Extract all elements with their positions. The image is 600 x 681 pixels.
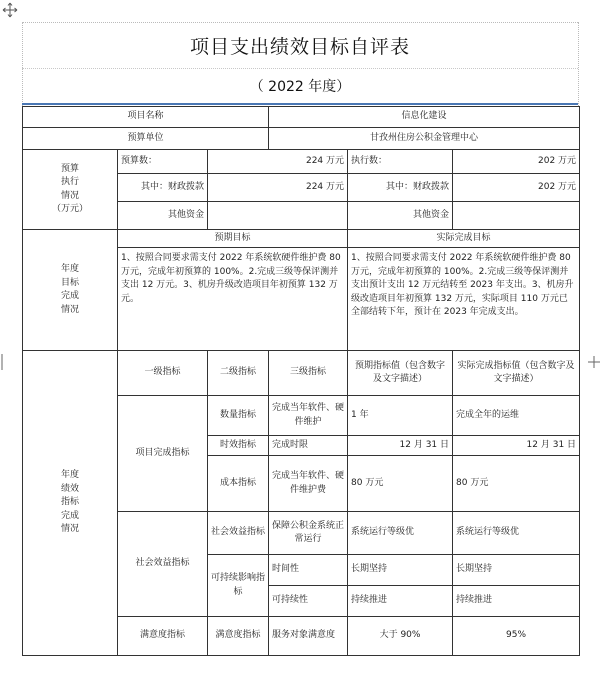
social-benefit-expected[interactable]: 系统运行等级优 [348,512,453,555]
budget-amount-label: 预算数： [118,150,208,174]
social-benefit-l2: 社会效益指标 [208,512,269,555]
table-row [23,150,580,174]
cost-actual[interactable]: 80 万元 [453,456,580,512]
project-name-value[interactable]: 信息化建设 [269,107,580,128]
cost-l3: 完成当年软件、硬件维护费 [269,456,348,512]
table-row [23,351,580,396]
satisfaction-actual[interactable]: 95% [453,617,580,656]
move-handle-icon[interactable] [2,2,18,18]
fiscal-label-right: 其中：财政拨款 [348,174,453,202]
project-completion-label: 项目完成指标 [118,396,208,512]
project-name-label: 项目名称 [23,107,269,128]
sustain-cont-actual[interactable]: 持续推进 [453,586,580,617]
other-funds-label-right: 其他资金 [348,202,453,230]
budget-amount-value[interactable]: 224 万元 [208,150,348,174]
table-row [23,128,580,150]
left-margin-marker-icon [0,352,12,372]
fiscal-value-left[interactable]: 224 万元 [208,174,348,202]
sustain-time-expected[interactable]: 长期坚持 [348,555,453,586]
timeliness-label: 时效指标 [208,436,269,456]
exec-amount-label: 执行数： [348,150,453,174]
fiscal-label-left: 其中：财政拨款 [118,174,208,202]
budget-unit-label: 预算单位 [23,128,269,150]
level3-header: 三级指标 [269,351,348,396]
actual-goal-header: 实际完成目标 [348,230,580,248]
other-funds-value-right[interactable] [453,202,580,230]
budget-unit-value[interactable]: 甘孜州住房公积金管理中心 [269,128,580,150]
page-margin-guide [22,22,578,24]
quantity-label: 数量指标 [208,396,269,436]
actual-goal-text[interactable]: 1、按照合同要求需支付 2022 年系统软硬件维护费 80 万元，完成年初预算的 100%。2.完成三级等保评测并支出预计支出 12 万元结转至 2023 年支出。3、机房升级改造项目年初预算 132 万元，实际项目 110 万元已全部结转下年，预计在 2023 年完成支出。 [348,248,580,351]
table-row [23,230,580,248]
document-title: 项目支出绩效目标自评表 [189,36,410,58]
exec-amount-value[interactable]: 202 万元 [453,150,580,174]
budget-exec-label: 预算 执行 情况 （万元） [23,150,118,230]
satisfaction-l2: 满意度指标 [208,617,269,656]
sustain-time-actual[interactable]: 长期坚持 [453,555,580,586]
performance-label: 年度 绩效 指标 完成 情况 [23,351,118,656]
sustain-time-l3: 时间性 [269,555,348,586]
expected-goal-header: 预期目标 [118,230,348,248]
sustain-cont-expected[interactable]: 持续推进 [348,586,453,617]
quantity-expected[interactable]: 1 年 [348,396,453,436]
cost-expected[interactable]: 80 万元 [348,456,453,512]
expected-value-header: 预期指标值（包含数字及文字描述） [348,351,453,396]
satisfaction-expected[interactable]: 大于 90% [348,617,453,656]
title-separator [22,68,578,69]
other-funds-label-left: 其他资金 [118,202,208,230]
quantity-l3: 完成当年软件、硬件维护 [269,396,348,436]
table-top-rule [22,103,578,105]
quantity-actual[interactable]: 完成全年的运维 [453,396,580,436]
timeliness-actual[interactable]: 12 月 31 日 [453,436,580,456]
annual-goal-label: 年度 目标 完成 情况 [23,230,118,351]
document-year: （ 2022 年度） [249,79,351,95]
level2-header: 二级指标 [208,351,269,396]
timeliness-l3: 完成时限 [269,436,348,456]
sustain-cont-l3: 可持续性 [269,586,348,617]
social-benefit-l3: 保障公积金系统正常运行 [269,512,348,555]
other-funds-value-left[interactable] [208,202,348,230]
expected-goal-text[interactable]: 1、按照合同要求需支付 2022 年系统软硬件维护费 80 万元，完成年初预算的 100%。2.完成三级等保评测并支出 12 万元。3、机房升级改造项目年初预算 132 万元。 [118,248,348,351]
satisfaction-l1: 满意度指标 [118,617,208,656]
actual-value-header: 实际完成指标值（包含数字及文字描述） [453,351,580,396]
cost-label: 成本指标 [208,456,269,512]
self-evaluation-table [22,106,580,656]
table-row [23,107,580,128]
fiscal-value-right[interactable]: 202 万元 [453,174,580,202]
satisfaction-l3: 服务对象满意度 [269,617,348,656]
social-benefit-label: 社会效益指标 [118,512,208,617]
add-row-icon[interactable] [588,352,600,372]
sustain-label: 可持续影响指标 [208,555,269,617]
timeliness-expected[interactable]: 12 月 31 日 [348,436,453,456]
level1-header: 一级指标 [118,351,208,396]
social-benefit-actual[interactable]: 系统运行等级优 [453,512,580,555]
